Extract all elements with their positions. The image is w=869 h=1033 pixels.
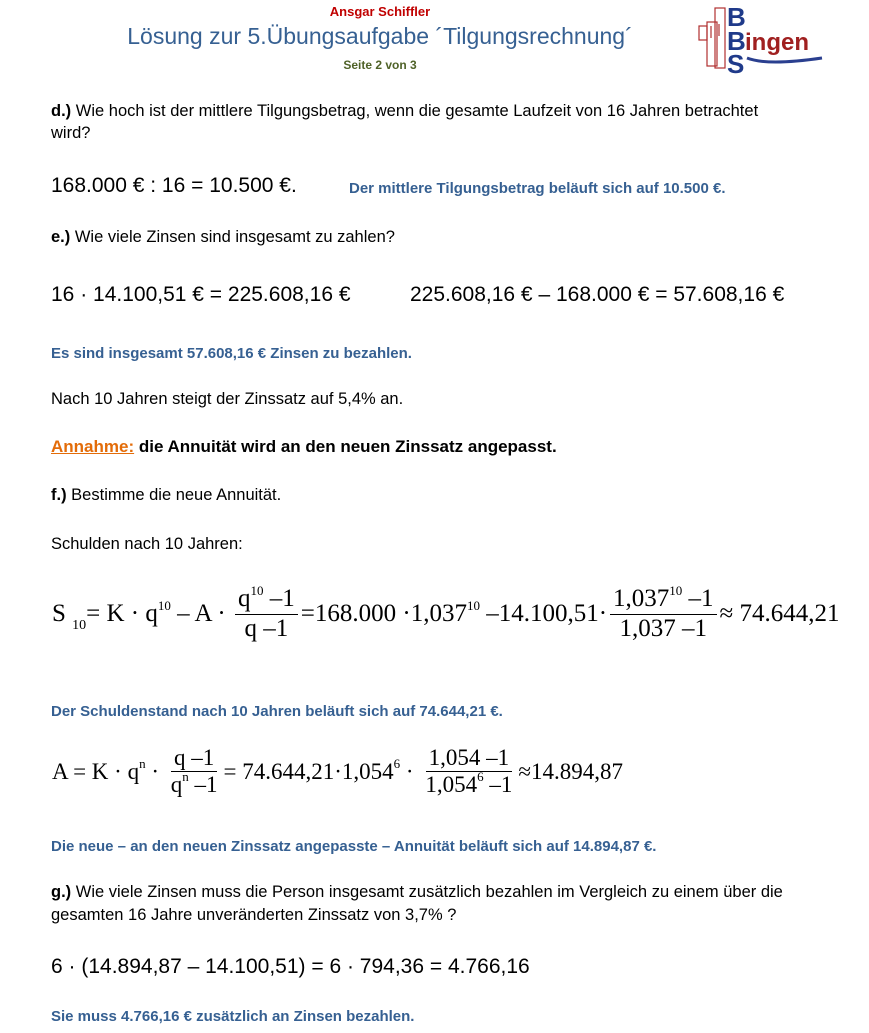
f1-t3: $=168.000 \cdot 1,037^{10}$ — [300, 598, 480, 628]
answer-f-annuity: Die neue – an den neuen Zinssatz angepasste – Annuität beläuft sich auf 14.894,87 €. — [51, 838, 657, 855]
f1-fraction-1: $\frac{q^{10} -1}{q -1}$ — [235, 585, 298, 644]
formula-debt — [52, 585, 840, 644]
f2-t3: = $74.644,21\cdot 1,054^6$ — [223, 755, 401, 784]
info-text: Nach 10 Jahren steigt der Zinssatz auf 5,4% an. — [51, 390, 404, 408]
question-f-label: f.) — [51, 486, 67, 504]
logo-letter-b2: B — [727, 26, 746, 56]
question-g-label: g.) — [51, 883, 72, 901]
f2-t4: · — [400, 758, 420, 784]
page-title: Lösung zur 5.Übungsaufgabe ´Tilgungsrechnung´ — [127, 23, 633, 49]
f1-lhs: S $_{10}$ — [52, 600, 87, 634]
f2-t2: · — [145, 758, 165, 784]
answer-f-debt: Der Schuldenstand nach 10 Jahren beläuft sich auf 74.644,21 €. — [51, 703, 503, 720]
question-d — [51, 102, 758, 121]
logo-word: ingen — [745, 29, 809, 56]
calc-d: 168.000 € : 16 = 10.500 €. — [51, 174, 297, 197]
logo-letter-b1: B — [727, 2, 746, 32]
question-g-text-2: gesamten 16 Jahre unveränderten Zinssatz von 3,7% ? — [51, 906, 457, 924]
annahme-label: Annahme: — [51, 437, 135, 456]
calc-e-1: 16 · 14.100,51 € = 225.608,16 € — [51, 283, 351, 306]
f1-fraction-2: $\frac{1,037^{10} -1}{1,037 -1}$ — [610, 585, 717, 644]
question-f — [51, 486, 281, 505]
question-g — [51, 883, 783, 902]
answer-e: Es sind insgesamt 57.608,16 € Zinsen zu bezahlen. — [51, 345, 412, 362]
page-info: Seite 2 von 3 — [343, 58, 417, 72]
question-g-text-1: Wie viele Zinsen muss die Person insgesamt zusätzlich bezahlen im Vergleich zu einem über die — [75, 883, 783, 901]
question-d-text-1: Wie hoch ist der mittlere Tilgungsbetrag, wenn die gesamte Laufzeit von 16 Jahren betrachtet — [75, 102, 759, 120]
f1-t4: –14.100,51· — [479, 600, 608, 628]
f2-t1: $A = K \cdot q^n$ — [52, 755, 146, 784]
formula-annuity — [52, 745, 623, 799]
f2-fraction-2: $\frac{1,054 -1}{1,054^6 -1}$ — [425, 745, 513, 798]
question-d-text-2: wird? — [51, 124, 91, 142]
f2-fraction-1: $\frac{q -1}{q^n -1}$ — [170, 745, 218, 798]
calc-g: 6 · (14.894,87 – 14.100,51) = 6 · 794,36 = 4.766,16 — [51, 955, 530, 978]
f2-result: ≈14.894,87 — [518, 758, 623, 784]
calc-e-2: 225.608,16 € – 168.000 € = 57.608,16 € — [410, 283, 785, 306]
bbs-bingen-logo-icon — [697, 2, 827, 74]
author-name: Ansgar Schiffler — [329, 4, 431, 19]
f1-result: ≈ 74.644,21 — [719, 600, 840, 628]
answer-d: Der mittlere Tilgungsbetrag beläuft sich auf 10.500 €. — [349, 180, 726, 197]
f1-t1: = $K \cdot q^{10}$ — [86, 598, 171, 628]
annahme-text: die Annuität wird an den neuen Zinssatz angepasst. — [138, 437, 557, 456]
question-d-label: d.) — [51, 102, 72, 120]
annahme — [51, 437, 557, 457]
question-e-text: Wie viele Zinsen sind insgesamt zu zahlen? — [74, 228, 395, 246]
f1-t2: – A · — [170, 600, 233, 628]
answer-g: Sie muss 4.766,16 € zusätzlich an Zinsen bezahlen. — [51, 1008, 415, 1025]
logo-letter-s: S — [727, 49, 745, 74]
debt-intro: Schulden nach 10 Jahren: — [51, 535, 243, 553]
question-e-label: e.) — [51, 228, 71, 246]
question-f-text: Bestimme die neue Annuität. — [71, 486, 282, 504]
question-e — [51, 228, 395, 247]
